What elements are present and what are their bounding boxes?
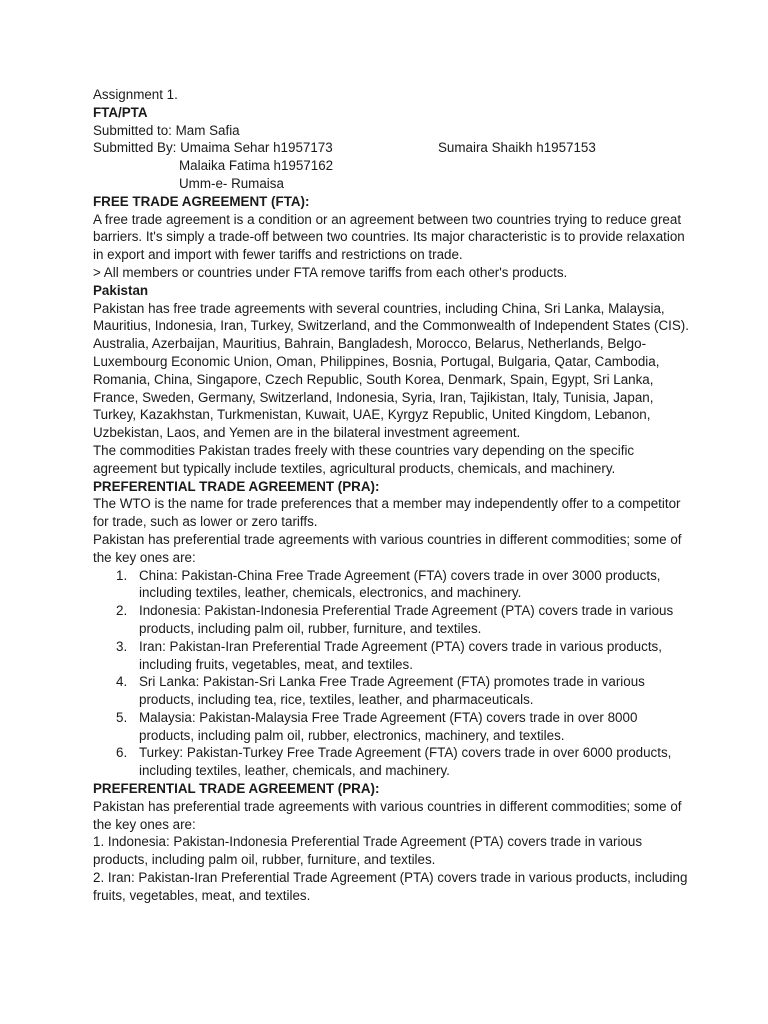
pra-definition: The WTO is the name for trade preferences that a member may independently offer to a competitor for trade, such as lower or zero tariffs. (93, 496, 681, 530)
fta-heading: FREE TRADE AGREEMENT (FTA): (93, 193, 310, 209)
list-item (93, 567, 693, 603)
pra-heading: PREFERENTIAL TRADE AGREEMENT (PRA): (93, 781, 380, 797)
list-text: China: Pakistan-China Free Trade Agreement (FTA) covers trade in over 3000 products, including textiles, leather, chemicals, electronics, and machinery. (139, 567, 661, 601)
list-number: 4. (116, 674, 128, 690)
pakistan-paragraph: Australia, Azerbaijan, Mauritius, Bahrain, Bangladesh, Morocco, Belarus, Netherlands, Belgo-Luxembourg Economic Union, Oman, Philippines, Bosnia, Portugal, Bulgaria, Qatar, Cambodia, Romania, China, Singapore, Czech Republic, South Korea, Denmark, Spain, Egypt, Sri Lanka, France, Sweden, Germany, Switzerland, Indonesia, Syria, Iran, Tajikistan, Italy, Tunisia, Japan, Turkey, Kazakhstan, Turkmenistan, Kuwait, UAE, Kyrgyz Republic, United Kingdom, Lebanon, Uzbekistan, Laos, and Yemen are in the bilateral investment agreement. (93, 336, 660, 441)
topic-title: FTA/PTA (93, 104, 148, 120)
submitted-by: Submitted By: Umaima Sehar h1957173 (93, 140, 333, 156)
list-number: 3. (116, 638, 128, 654)
list-text: Indonesia: Pakistan-Indonesia Preferential Trade Agreement (PTA) covers trade in various products, including palm oil, rubber, furniture, and textiles. (139, 603, 674, 636)
submitted-to: Submitted to: Mam Safia (93, 122, 240, 138)
submitted-by-row (93, 139, 693, 157)
list-number: 6. (116, 745, 128, 761)
pakistan-heading: Pakistan (93, 282, 149, 298)
pra-intro: Pakistan has preferential trade agreements with various countries in different commodities; some of the key ones are: (93, 531, 682, 565)
pra-item: 2. Iran: Pakistan-Iran Preferential Trade Agreement (PTA) covers trade in various products, including fruits, vegetables, meat, and textiles. (93, 870, 688, 903)
document-body (93, 86, 693, 905)
assignment-title: Assignment 1. (93, 87, 178, 102)
fta-definition: A free trade agreement is a condition or an agreement between two countries trying to reduce great barriers. It's simply a trade-off between two countries. Its major characteristic is to provide relaxation in export and import with fewer tariffs and restrictions on trade. (93, 211, 685, 263)
fta-note: > All members or countries under FTA remove tariffs from each other's products. (93, 264, 568, 280)
list-item (93, 602, 693, 638)
list-item (93, 709, 693, 745)
list-text: Sri Lanka: Pakistan-Sri Lanka Free Trade Agreement (FTA) promotes trade in various products, including tea, rice, textiles, leather, and pharmaceuticals. (139, 674, 645, 708)
submitter-partner: Sumaira Shaikh h1957153 (438, 140, 596, 156)
list-text: Turkey: Pakistan-Turkey Free Trade Agreement (FTA) covers trade in over 6000 products, including textiles, leather, chemicals, and machinery. (139, 745, 672, 779)
list-text: Iran: Pakistan-Iran Preferential Trade Agreement (PTA) covers trade in various products, including fruits, vegetables, meat, and textiles. (139, 638, 662, 672)
list-item (93, 673, 693, 709)
list-item (93, 638, 693, 674)
list-item (93, 744, 693, 780)
submitter-member: Umm-e- Rumaisa (179, 175, 284, 191)
pta-list (93, 567, 693, 781)
list-text: Malaysia: Pakistan-Malaysia Free Trade Agreement (FTA) covers trade in over 8000 products, including palm oil, rubber, electronics, machinery, and textiles. (139, 709, 638, 743)
list-number: 1. (116, 567, 128, 583)
pakistan-paragraph: The commodities Pakistan trades freely with these countries vary depending on the specific agreement but typically include textiles, agricultural products, chemicals, and machinery. (93, 442, 635, 476)
pra-heading: PREFERENTIAL TRADE AGREEMENT (PRA): (93, 478, 380, 494)
list-number: 2. (116, 603, 128, 619)
list-number: 5. (116, 709, 128, 725)
submitter-member: Malaika Fatima h1957162 (179, 158, 334, 174)
pakistan-paragraph: Pakistan has free trade agreements with several countries, including China, Sri Lanka, Malaysia, Mauritius, Indonesia, Iran, Turkey, Switzerland, and the Commonwealth of Independent States (CIS). (93, 300, 689, 334)
pra-item: 1. Indonesia: Pakistan-Indonesia Preferential Trade Agreement (PTA) covers trade in various products, including palm oil, rubber, furniture, and textiles. (93, 834, 643, 868)
pra-intro: Pakistan has preferential trade agreements with various countries in different commodities; some of the key ones are: (93, 798, 682, 832)
